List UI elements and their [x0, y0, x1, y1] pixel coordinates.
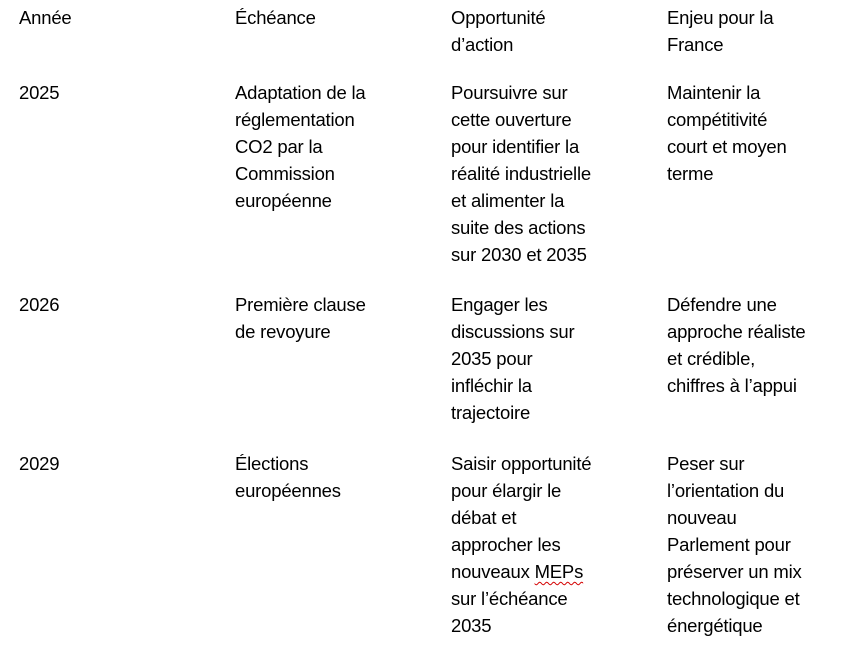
- table-header-row: [0, 4, 852, 74]
- cell-annee: 2025: [19, 82, 60, 103]
- cell-echeance: Adaptation de la réglementation CO2 par la Commission européenne: [235, 82, 366, 211]
- header-opportunite: Opportunité d’action: [451, 7, 546, 55]
- cell-echeance: Première clause de revoyure: [235, 294, 366, 342]
- cell-annee: 2026: [19, 294, 60, 315]
- spellcheck-flagged-word[interactable]: MEPs: [534, 561, 584, 582]
- opportunite-text-post: sur l’échéance 2035: [451, 588, 568, 636]
- cell-annee: 2029: [19, 453, 60, 474]
- cell-echeance: Élections européennes: [235, 453, 341, 501]
- header-enjeu: Enjeu pour la France: [667, 7, 774, 55]
- cell-enjeu: Maintenir la compétitivité court et moyen terme: [667, 82, 787, 184]
- header-annee: Année: [19, 7, 72, 28]
- opportunite-text-pre: Saisir opportunité pour élargir le débat et approcher les nouveaux: [451, 453, 592, 582]
- cell-enjeu: Peser sur l’orientation du nouveau Parlement pour préserver un mix technologique et énergétique: [667, 453, 802, 636]
- cell-opportunite: Engager les discussions sur 2035 pour infléchir la trajectoire: [451, 294, 575, 423]
- cell-opportunite: Poursuivre sur cette ouverture pour identifier la réalité industrielle et alimenter la suite des actions sur 2030 et 2035: [451, 82, 591, 265]
- cell-enjeu: Défendre une approche réaliste et crédible, chiffres à l’appui: [667, 294, 806, 396]
- header-echeance: Échéance: [235, 7, 316, 28]
- cell-opportunite: [451, 450, 656, 639]
